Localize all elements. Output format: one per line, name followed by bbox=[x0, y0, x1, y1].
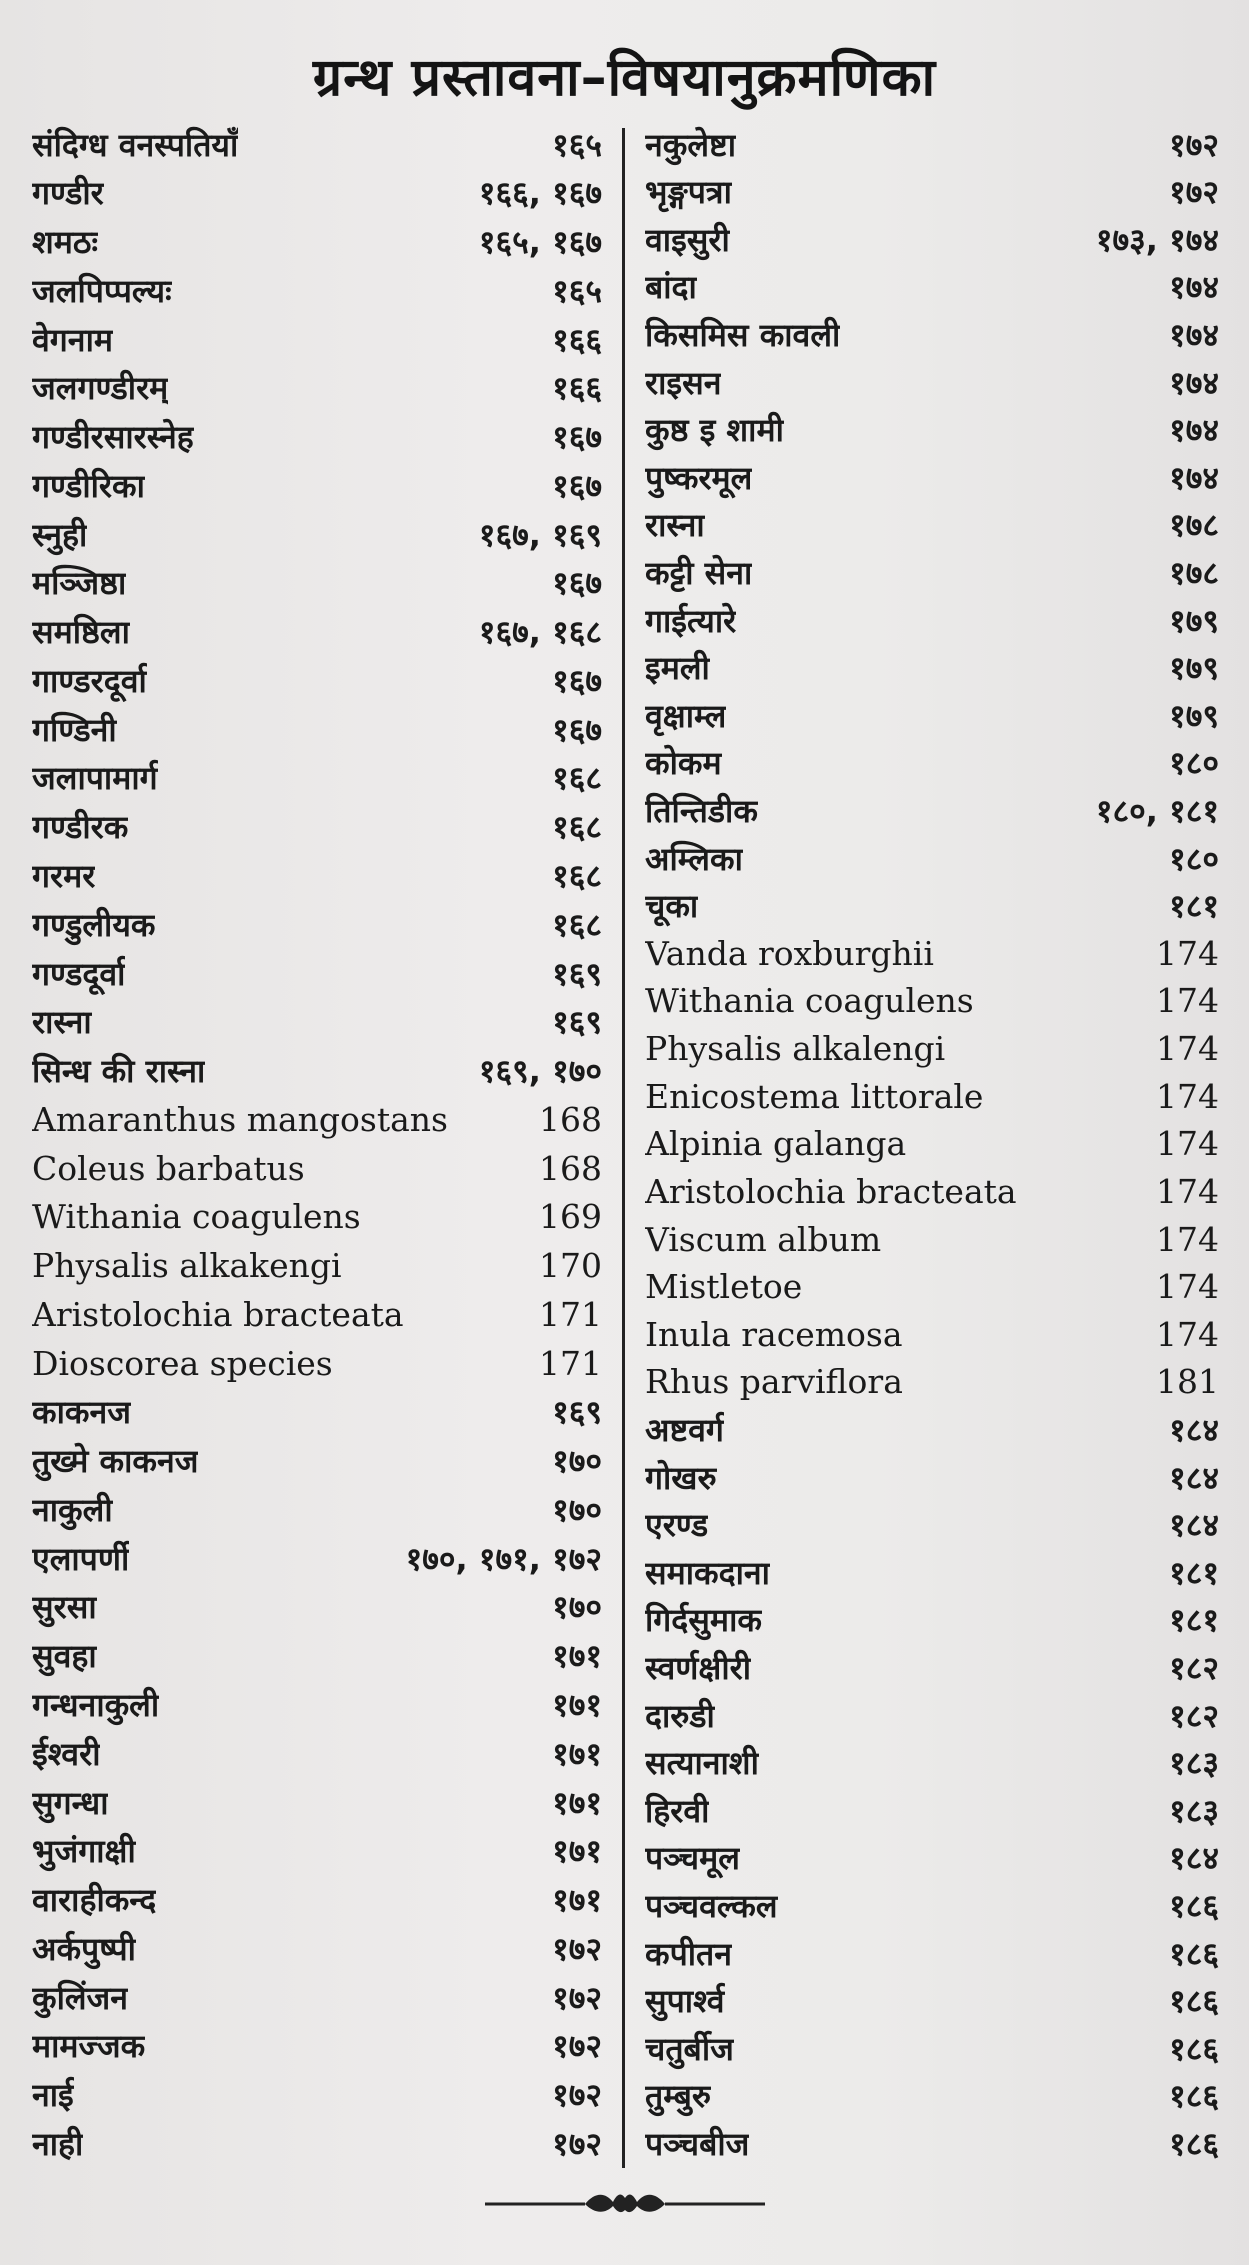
index-entry-left bbox=[32, 1733, 602, 1773]
entry-page-number: १६५ bbox=[552, 271, 602, 310]
entry-term: सिन्ध की रास्ना bbox=[32, 1052, 206, 1091]
entry-term: एलापर्णी bbox=[32, 1539, 130, 1578]
index-entry-left bbox=[32, 1099, 602, 1139]
entry-term: सुरसा bbox=[32, 1588, 97, 1627]
entry-page-number: १७९ bbox=[1169, 696, 1219, 735]
entry-page-number: १७२ bbox=[552, 2076, 602, 2115]
entry-term: हिरवी bbox=[645, 1791, 710, 1830]
index-entry-right bbox=[645, 600, 1219, 640]
index-entry-right bbox=[645, 1552, 1219, 1592]
entry-term: कुलिंजन bbox=[32, 1978, 129, 2017]
entry-term: स्नुही bbox=[32, 515, 88, 554]
entry-page-number: 174 bbox=[1156, 1314, 1219, 1354]
entry-term: चूका bbox=[645, 887, 699, 926]
index-entry-right bbox=[645, 1076, 1219, 1116]
entry-term: सुगन्धा bbox=[32, 1783, 109, 1822]
index-column-left bbox=[32, 124, 602, 2164]
index-entry-right bbox=[645, 743, 1219, 783]
index-entry-right bbox=[645, 2124, 1219, 2164]
index-entry-left bbox=[32, 270, 602, 310]
entry-term: गण्डीरिका bbox=[32, 466, 145, 505]
entry-page-number: १६६ bbox=[552, 320, 602, 359]
index-entry-left bbox=[32, 514, 602, 554]
index-entry-left bbox=[32, 1051, 602, 1091]
entry-term: गन्धनाकुली bbox=[32, 1686, 160, 1724]
index-entry-left bbox=[32, 709, 602, 749]
entry-page-number: 174 bbox=[1156, 981, 1219, 1021]
entry-page-number: 181 bbox=[1156, 1362, 1219, 1402]
entry-term: तुख्मे काकनज bbox=[32, 1442, 199, 1481]
index-entry-right bbox=[645, 695, 1219, 735]
entry-page-number: १८४ bbox=[1169, 1410, 1219, 1449]
entry-term: Inula racemosa bbox=[645, 1314, 903, 1354]
entry-term: Amaranthus mangostans bbox=[32, 1099, 448, 1139]
entry-page-number: १७४ bbox=[1169, 363, 1219, 402]
entry-term: इमली bbox=[645, 649, 710, 688]
entry-page-number: १६५, १६७ bbox=[478, 223, 602, 262]
entry-term: अर्कपुष्पी bbox=[32, 1929, 136, 1968]
entry-page-number: १८२ bbox=[1169, 1649, 1219, 1687]
entry-page-number: १७१ bbox=[552, 1832, 602, 1871]
entry-term: Enicostema littorale bbox=[645, 1076, 984, 1116]
index-entry-left bbox=[32, 1636, 602, 1676]
entry-page-number: १८६ bbox=[1169, 1982, 1219, 2021]
index-entry-right bbox=[645, 124, 1219, 164]
entry-page-number: १६६ bbox=[552, 369, 602, 408]
entry-term: अम्लिका bbox=[645, 839, 743, 878]
entry-term: जलगण्डीरम् bbox=[32, 369, 169, 408]
entry-page-number: १६९ bbox=[552, 954, 602, 993]
entry-term: पुष्करमूल bbox=[645, 458, 753, 497]
entry-page-number: १७१ bbox=[552, 1881, 602, 1920]
index-entry-left bbox=[32, 1441, 602, 1481]
index-entry-right bbox=[645, 1362, 1219, 1402]
index-entry-right bbox=[645, 838, 1219, 878]
entry-term: कोकम bbox=[645, 744, 722, 783]
entry-page-number: १७१ bbox=[552, 1637, 602, 1676]
entry-page-number: १७९ bbox=[1169, 649, 1219, 688]
entry-page-number: १६९ bbox=[552, 1003, 602, 1042]
index-entry-right bbox=[645, 648, 1219, 688]
entry-term: कपीतन bbox=[645, 1934, 733, 1973]
entry-term: Mistletoe bbox=[645, 1267, 803, 1307]
entry-page-number: १७४ bbox=[1169, 315, 1219, 354]
entry-page-number: १८४ bbox=[1169, 1506, 1219, 1545]
entry-page-number: 174 bbox=[1156, 933, 1219, 973]
entry-term: तिन्तिडीक bbox=[645, 792, 758, 831]
entry-page-number: १७१ bbox=[552, 1686, 602, 1724]
index-entry-left bbox=[32, 417, 602, 457]
index-entry-left bbox=[32, 1148, 602, 1188]
index-entry-right bbox=[645, 1029, 1219, 1069]
index-entry-right bbox=[645, 1981, 1219, 2021]
index-entry-left bbox=[32, 1587, 602, 1627]
entry-term: पञ्चबीज bbox=[645, 2125, 750, 2164]
entry-term: वाराहीकन्द bbox=[32, 1881, 157, 1920]
entry-page-number: १७२ bbox=[552, 2124, 602, 2163]
entry-page-number: १७० bbox=[552, 1588, 602, 1627]
entry-page-number: १८६ bbox=[1169, 1934, 1219, 1973]
index-entry-right bbox=[645, 505, 1219, 545]
index-entry-left bbox=[32, 1002, 602, 1042]
index-entry-left bbox=[32, 1294, 602, 1334]
entry-term: गण्डीरक bbox=[32, 808, 129, 847]
entry-page-number: १८० bbox=[1169, 744, 1219, 783]
entry-page-number: 174 bbox=[1156, 1029, 1219, 1069]
entry-page-number: १८१ bbox=[1169, 1553, 1219, 1592]
index-entry-right bbox=[645, 1457, 1219, 1497]
index-entry-right bbox=[645, 2028, 1219, 2068]
index-entry-left bbox=[32, 222, 602, 262]
entry-term: स्वर्णक्षीरी bbox=[645, 1649, 751, 1687]
index-entry-right bbox=[645, 1409, 1219, 1449]
entry-page-number: १८६ bbox=[1169, 2125, 1219, 2164]
entry-page-number: १७२ bbox=[552, 2027, 602, 2066]
entry-page-number: १६७ bbox=[552, 564, 602, 603]
index-entry-right bbox=[645, 267, 1219, 307]
index-entry-left bbox=[32, 612, 602, 652]
entry-term: शमठः bbox=[32, 223, 98, 262]
entry-page-number: १८०, १८१ bbox=[1095, 792, 1219, 831]
entry-term: गण्डीर bbox=[32, 174, 104, 213]
entry-term: सुवहा bbox=[32, 1637, 97, 1676]
column-divider bbox=[622, 128, 625, 2168]
entry-term: Vanda roxburghii bbox=[645, 933, 934, 973]
ornament-icon bbox=[485, 2188, 765, 2216]
entry-page-number: 168 bbox=[539, 1148, 602, 1188]
entry-page-number: १८० bbox=[1169, 839, 1219, 878]
entry-page-number: १७२ bbox=[552, 1978, 602, 2017]
entry-term: नाई bbox=[32, 2076, 74, 2115]
entry-page-number: १८६ bbox=[1169, 2077, 1219, 2116]
index-entry-left bbox=[32, 2123, 602, 2163]
index-entry-left bbox=[32, 1246, 602, 1286]
index-entry-right bbox=[645, 457, 1219, 497]
index-entry-left bbox=[32, 563, 602, 603]
entry-term: जलपिप्पल्यः bbox=[32, 271, 172, 310]
entry-page-number: १६७, १६८ bbox=[478, 613, 602, 652]
index-entry-left bbox=[32, 758, 602, 798]
entry-page-number: १७८ bbox=[1169, 506, 1219, 545]
index-entry-right bbox=[645, 1219, 1219, 1259]
entry-page-number: १८६ bbox=[1169, 2029, 1219, 2068]
entry-term: एरण्ड bbox=[645, 1506, 709, 1545]
entry-term: किसमिस कावली bbox=[645, 315, 841, 354]
entry-term: तुम्बुरु bbox=[645, 2077, 712, 2116]
entry-page-number: १७१ bbox=[552, 1734, 602, 1773]
index-entry-left bbox=[32, 1831, 602, 1871]
entry-page-number: १६८ bbox=[552, 759, 602, 798]
entry-term: सुपार्श्व bbox=[645, 1982, 725, 2021]
entry-term: जलापामार्ग bbox=[32, 759, 158, 798]
entry-page-number: १८३ bbox=[1169, 1744, 1219, 1783]
index-entry-left bbox=[32, 1928, 602, 1968]
index-entry-right bbox=[645, 981, 1219, 1021]
index-entry-right bbox=[645, 552, 1219, 592]
entry-page-number: १७४ bbox=[1169, 411, 1219, 450]
entry-page-number: 174 bbox=[1156, 1076, 1219, 1116]
entry-page-number: १६७ bbox=[552, 466, 602, 505]
entry-term: वाइसुरी bbox=[645, 220, 730, 259]
index-entry-left bbox=[32, 855, 602, 895]
entry-term: दारुडी bbox=[645, 1696, 715, 1735]
index-entry-left bbox=[32, 807, 602, 847]
index-entry-right bbox=[645, 933, 1219, 973]
entry-page-number: 169 bbox=[539, 1197, 602, 1237]
index-entry-left bbox=[32, 1392, 602, 1432]
entry-page-number: 168 bbox=[539, 1099, 602, 1139]
entry-page-number: १६८ bbox=[552, 856, 602, 895]
entry-term: गण्डुलीयक bbox=[32, 905, 156, 944]
entry-page-number: १७४ bbox=[1169, 458, 1219, 497]
entry-term: नाही bbox=[32, 2124, 84, 2163]
entry-term: सत्यानाशी bbox=[645, 1744, 759, 1783]
entry-page-number: १७० bbox=[552, 1442, 602, 1481]
entry-term: अष्टवर्ग bbox=[645, 1410, 724, 1449]
index-entry-left bbox=[32, 904, 602, 944]
index-entry-left bbox=[32, 1197, 602, 1237]
entry-term: मञ्जिष्ठा bbox=[32, 564, 127, 603]
entry-page-number: १७३, १७४ bbox=[1095, 220, 1219, 259]
entry-page-number: १७१ bbox=[552, 1783, 602, 1822]
index-entry-right bbox=[645, 1600, 1219, 1640]
index-entry-left bbox=[32, 2075, 602, 2115]
entry-term: गण्डिनी bbox=[32, 710, 117, 749]
index-entry-left bbox=[32, 368, 602, 408]
entry-term: भृङ्गपत्रा bbox=[645, 173, 732, 212]
entry-term: मामज्जक bbox=[32, 2027, 146, 2066]
entry-page-number: १७०, १७१, १७२ bbox=[405, 1539, 602, 1578]
entry-term: गण्डीरसारस्नेह bbox=[32, 418, 194, 457]
index-entry-left bbox=[32, 465, 602, 505]
entry-page-number: 174 bbox=[1156, 1124, 1219, 1164]
index-entry-left bbox=[32, 2026, 602, 2066]
index-entry-right bbox=[645, 2076, 1219, 2116]
entry-page-number: 174 bbox=[1156, 1267, 1219, 1307]
entry-page-number: १८४ bbox=[1169, 1839, 1219, 1878]
entry-page-number: १८६ bbox=[1169, 1887, 1219, 1926]
entry-page-number: १७२ bbox=[1169, 125, 1219, 164]
entry-term: कट्टी सेना bbox=[645, 553, 753, 592]
entry-page-number: 171 bbox=[539, 1343, 602, 1383]
entry-page-number: १७२ bbox=[552, 1929, 602, 1968]
entry-page-number: १८४ bbox=[1169, 1458, 1219, 1497]
entry-term: चतुर्बीज bbox=[645, 2029, 734, 2068]
entry-page-number: १८३ bbox=[1169, 1791, 1219, 1830]
entry-term: पञ्चमूल bbox=[645, 1839, 740, 1878]
ornament-divider bbox=[485, 2188, 765, 2216]
entry-term: Alpinia galanga bbox=[645, 1124, 907, 1164]
entry-term: कुष्ठ इ शामी bbox=[645, 411, 784, 450]
index-entry-right bbox=[645, 1886, 1219, 1926]
entry-page-number: १७८ bbox=[1169, 553, 1219, 592]
entry-page-number: १७२ bbox=[1169, 173, 1219, 212]
entry-term: वृक्षाम्ल bbox=[645, 696, 727, 735]
entry-term: पञ्चवल्कल bbox=[645, 1887, 778, 1926]
index-column-right bbox=[645, 124, 1219, 2164]
entry-term: Physalis alkalengi bbox=[645, 1029, 946, 1069]
index-entry-left bbox=[32, 319, 602, 359]
index-entry-left bbox=[32, 124, 602, 164]
entry-page-number: १८१ bbox=[1169, 887, 1219, 926]
index-entry-right bbox=[645, 791, 1219, 831]
entry-page-number: १६७ bbox=[552, 710, 602, 749]
entry-term: रास्ना bbox=[645, 506, 705, 545]
entry-page-number: १७४ bbox=[1169, 268, 1219, 307]
index-entry-right bbox=[645, 1314, 1219, 1354]
page-title: ग्रन्थ प्रस्तावना–विषयानुक्रमणिका bbox=[312, 48, 937, 108]
entry-term: गरमर bbox=[32, 856, 96, 895]
entry-term: राइसन bbox=[645, 363, 722, 402]
index-entry-right bbox=[645, 1743, 1219, 1783]
entry-term: समाकदाना bbox=[645, 1553, 770, 1592]
entry-term: समष्ठिला bbox=[32, 613, 130, 652]
entry-page-number: १६७ bbox=[552, 418, 602, 457]
entry-page-number: १६९ bbox=[552, 1393, 602, 1432]
entry-term: Aristolochia bracteata bbox=[32, 1294, 404, 1334]
index-entry-right bbox=[645, 1838, 1219, 1878]
entry-term: गोखरु bbox=[645, 1458, 717, 1497]
index-entry-right bbox=[645, 1790, 1219, 1830]
index-entry-right bbox=[645, 1648, 1219, 1688]
index-entry-left bbox=[32, 1782, 602, 1822]
entry-term: Withania coagulens bbox=[32, 1197, 361, 1237]
index-entry-left bbox=[32, 1685, 602, 1725]
entry-page-number: १६७ bbox=[552, 661, 602, 700]
index-entry-left bbox=[32, 1880, 602, 1920]
index-entry-left bbox=[32, 1538, 602, 1578]
entry-term: Viscum album bbox=[645, 1219, 882, 1259]
index-entry-right bbox=[645, 219, 1219, 259]
entry-term: गण्डदूर्वा bbox=[32, 954, 126, 993]
entry-term: Dioscorea species bbox=[32, 1343, 333, 1383]
entry-term: Physalis alkakengi bbox=[32, 1246, 342, 1286]
index-entry-left bbox=[32, 660, 602, 700]
entry-term: नकुलेष्टा bbox=[645, 125, 737, 164]
entry-term: गिर्दसुमाक bbox=[645, 1601, 762, 1640]
entry-page-number: १७९ bbox=[1169, 601, 1219, 640]
entry-page-number: १७० bbox=[552, 1490, 602, 1529]
entry-term: ईश्वरी bbox=[32, 1734, 101, 1773]
entry-term: Withania coagulens bbox=[645, 981, 974, 1021]
index-entry-right bbox=[645, 172, 1219, 212]
entry-page-number: 174 bbox=[1156, 1219, 1219, 1259]
index-entry-left bbox=[32, 1977, 602, 2017]
entry-term: Rhus parviflora bbox=[645, 1362, 903, 1402]
index-entry-right bbox=[645, 314, 1219, 354]
entry-page-number: १६९, १७० bbox=[478, 1052, 602, 1091]
entry-page-number: १६८ bbox=[552, 808, 602, 847]
entry-page-number: १६५ bbox=[552, 125, 602, 164]
entry-term: Aristolochia bracteata bbox=[645, 1171, 1017, 1211]
entry-page-number: १६८ bbox=[552, 905, 602, 944]
entry-term: संदिग्ध वनस्पतियाँ bbox=[32, 125, 239, 164]
index-entry-right bbox=[645, 1505, 1219, 1545]
entry-term: भुजंगाक्षी bbox=[32, 1832, 136, 1871]
entry-page-number: १६७, १६९ bbox=[478, 515, 602, 554]
index-entry-left bbox=[32, 953, 602, 993]
entry-term: नाकुली bbox=[32, 1490, 113, 1529]
entry-page-number: १८१ bbox=[1169, 1601, 1219, 1640]
index-entry-right bbox=[645, 410, 1219, 450]
index-entry-right bbox=[645, 362, 1219, 402]
index-entry-right bbox=[645, 1267, 1219, 1307]
entry-page-number: 174 bbox=[1156, 1171, 1219, 1211]
index-entry-right bbox=[645, 1171, 1219, 1211]
entry-term: गाईत्यारे bbox=[645, 601, 737, 640]
entry-page-number: १८२ bbox=[1169, 1696, 1219, 1735]
index-entry-right bbox=[645, 1124, 1219, 1164]
entry-term: काकनज bbox=[32, 1393, 131, 1432]
entry-term: बांदा bbox=[645, 268, 697, 307]
entry-term: रास्ना bbox=[32, 1003, 92, 1042]
index-entry-right bbox=[645, 886, 1219, 926]
entry-page-number: १६६, १६७ bbox=[478, 174, 602, 213]
entry-term: Coleus barbatus bbox=[32, 1148, 305, 1188]
index-entry-right bbox=[645, 1933, 1219, 1973]
index-entry-left bbox=[32, 1489, 602, 1529]
index-entry-left bbox=[32, 1343, 602, 1383]
entry-page-number: 170 bbox=[539, 1246, 602, 1286]
entry-page-number: 171 bbox=[539, 1294, 602, 1334]
index-entry-left bbox=[32, 173, 602, 213]
entry-term: गाण्डरदूर्वा bbox=[32, 661, 147, 700]
entry-term: वेगनाम bbox=[32, 320, 113, 359]
index-entry-right bbox=[645, 1695, 1219, 1735]
